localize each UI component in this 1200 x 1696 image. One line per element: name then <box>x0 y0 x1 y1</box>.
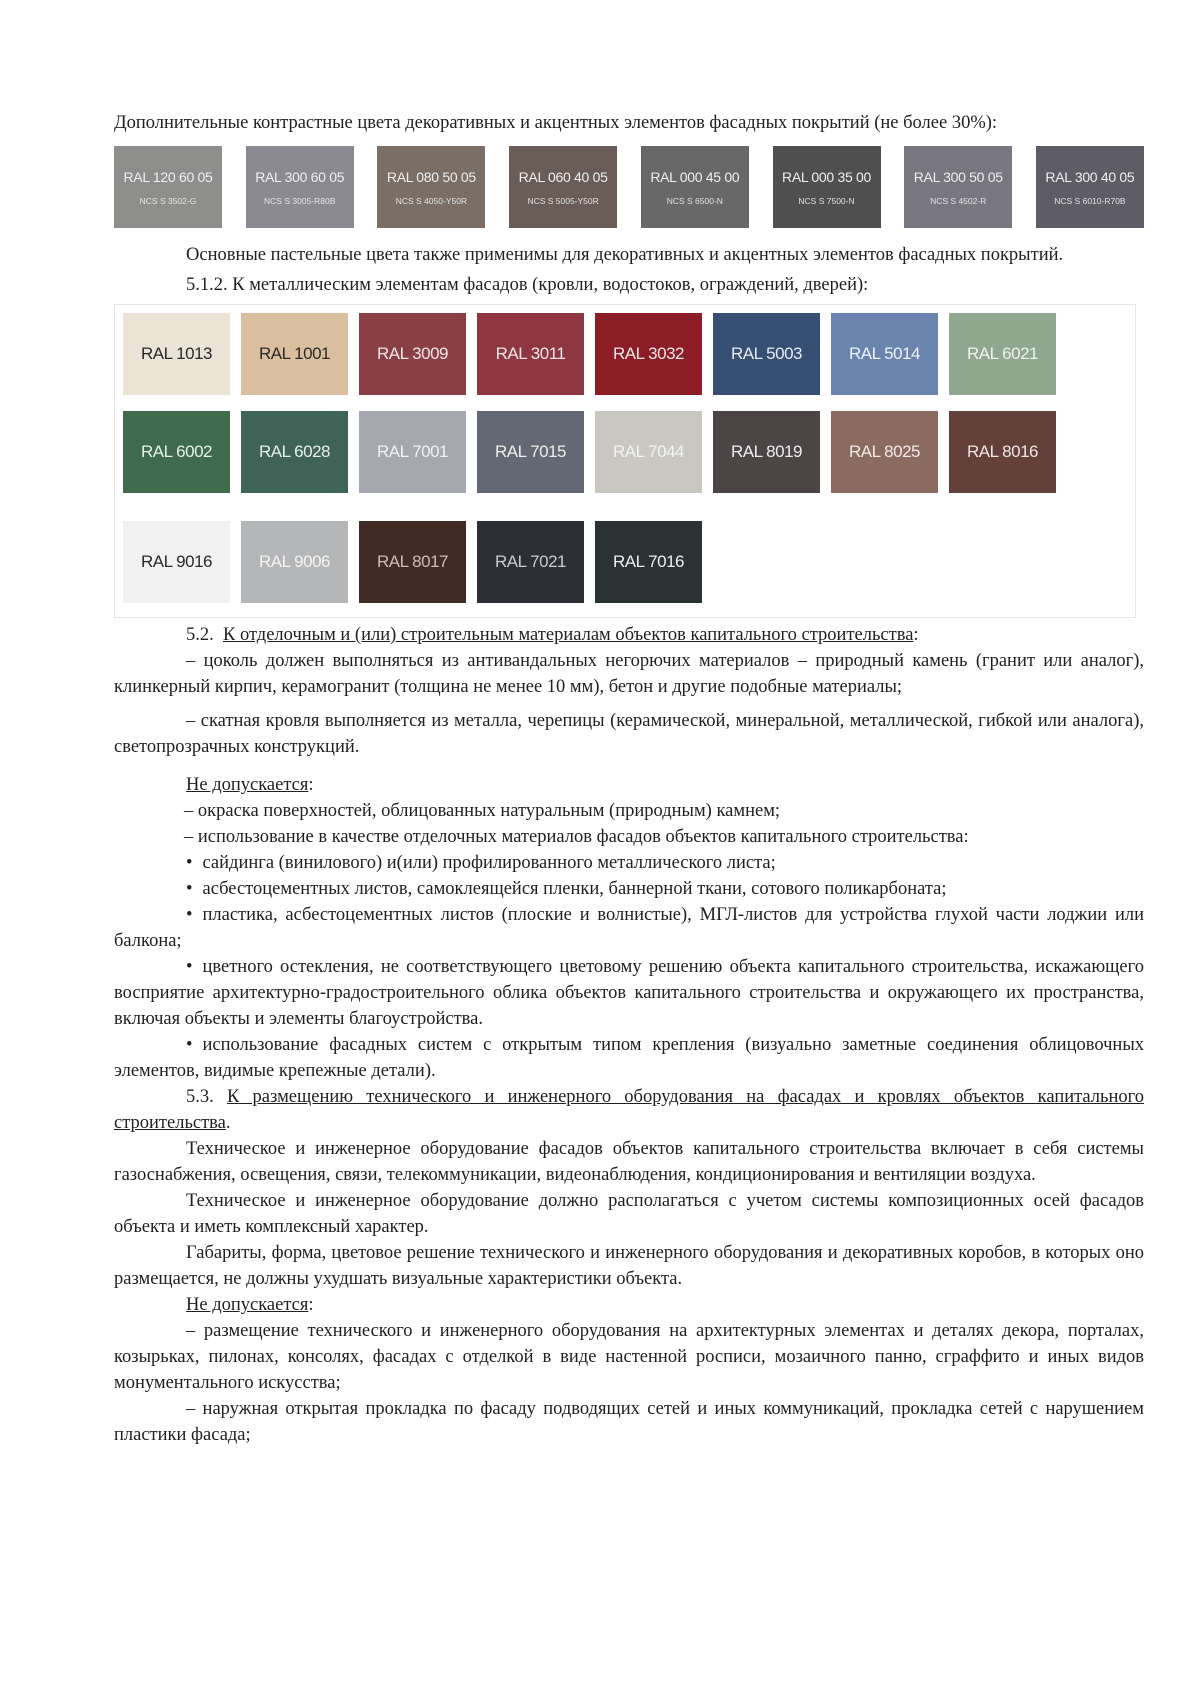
section-title-dot: . <box>225 1113 231 1133</box>
metal-swatch <box>359 411 466 493</box>
accent-swatch <box>904 146 1012 228</box>
metal-swatch-label: RAL 9016 <box>141 552 212 571</box>
metal-swatch-label: RAL 6028 <box>259 442 330 461</box>
not-allowed-item: – наружная открытая прокладка по фасаду подводящих сетей и иных коммуникаций, прокладка сетей с нарушением пластики фасада; <box>114 1399 1144 1445</box>
metal-swatch-label: RAL 7021 <box>495 552 566 571</box>
bullet-text: сайдинга (винилового) и(или) профилированного металлического листа; <box>202 853 776 873</box>
swatch-ral-code: RAL 000 35 00 <box>782 168 872 185</box>
bullet-item <box>114 902 1144 954</box>
metal-swatch-label: RAL 5014 <box>849 344 920 363</box>
accent-swatch <box>509 146 617 228</box>
metal-swatch-label: RAL 7016 <box>613 552 684 571</box>
section-5-2-heading <box>114 622 1144 648</box>
metal-swatch <box>595 521 702 603</box>
metal-heading: 5.1.2. К металлическим элементам фасадов (кровли, водостоков, ограждений, дверей): <box>186 275 869 295</box>
section-5-3-heading <box>114 1084 1144 1136</box>
metal-swatch <box>359 521 466 603</box>
metal-swatch-label: RAL 3009 <box>377 344 448 363</box>
metal-swatch <box>949 411 1056 493</box>
metal-swatch <box>241 411 348 493</box>
metal-swatch <box>831 313 938 395</box>
metal-swatch-label: RAL 6021 <box>967 344 1038 363</box>
metal-swatch <box>123 313 230 395</box>
bullet-item <box>114 850 1144 876</box>
swatch-ral-code: RAL 060 40 05 <box>518 168 608 185</box>
metal-swatch-label: RAL 8016 <box>967 442 1038 461</box>
metal-swatch-label: RAL 7015 <box>495 442 566 461</box>
bullet-text: цветного остекления, не соответствующего цветовому решению объекта капитального строительства, искажающего восприятие архитектурно-градостроительного облика объектов капитального строительства и окружающего их пространства, включая объекты и элементы благоустройства. <box>114 957 1144 1029</box>
swatch-ral-code: RAL 300 50 05 <box>913 168 1003 185</box>
accent-swatch <box>377 146 485 228</box>
swatch-ncs-code: NCS S 3502-G <box>139 195 197 206</box>
equipment-paragraph: Габариты, форма, цветовое решение технического и инженерного оборудования и декоративных коробов, в которых оно размещается, не должны ухудшать визуальные характеристики объекта. <box>114 1243 1144 1289</box>
bullet-item <box>114 1032 1144 1084</box>
not-allowed-heading: Не допускается: <box>186 1295 314 1315</box>
plinth-paragraph: – цоколь должен выполняться из антивандальных негорючих материалов – природный камень (гранит или аналог), клинкерный кирпич, керамогранит (толщина не менее 10 мм), бетон и другие подобные материалы; <box>114 651 1144 697</box>
metal-swatch-label: RAL 9006 <box>259 552 330 571</box>
roof-paragraph: – скатная кровля выполняется из металла, черепицы (керамической, минеральной, металлической, гибкой или аналога), светопрозрачных конструкций. <box>114 711 1144 757</box>
metal-swatch <box>595 313 702 395</box>
metal-swatch-label: RAL 1001 <box>259 344 330 363</box>
metal-swatch <box>123 411 230 493</box>
metal-swatch-label: RAL 8017 <box>377 552 448 571</box>
metal-swatch <box>359 313 466 395</box>
bullet-item <box>114 876 1144 902</box>
accent-swatch <box>641 146 749 228</box>
section-number: 5.2. <box>186 625 214 645</box>
metal-swatch-label: RAL 8019 <box>731 442 802 461</box>
section-title-colon: : <box>913 625 919 645</box>
swatch-ncs-code: NCS S 7500-N <box>798 195 855 206</box>
bullet-text: пластика, асбестоцементных листов (плоские и волнистые), МГЛ-листов для устройства глухой части лоджии или балкона; <box>114 905 1144 951</box>
metal-swatch <box>949 313 1056 395</box>
metal-swatch-label: RAL 3032 <box>613 344 684 363</box>
swatch-ral-code: RAL 300 60 05 <box>255 168 345 185</box>
accent-swatch <box>246 146 354 228</box>
metal-swatch-label: RAL 1013 <box>141 344 212 363</box>
metal-swatch-label: RAL 6002 <box>141 442 212 461</box>
accent-swatch <box>773 146 881 228</box>
not-allowed-label: Не допускается <box>186 775 309 795</box>
metal-swatch-label: RAL 5003 <box>731 344 802 363</box>
metal-swatch <box>595 411 702 493</box>
accent-swatch <box>1036 146 1144 228</box>
metal-swatch <box>241 521 348 603</box>
bullet-item <box>114 954 1144 1032</box>
pastel-note: Основные пастельные цвета также применимы для декоративных и акцентных элементов фасадных покрытий. <box>186 245 1064 265</box>
metal-swatch-label: RAL 8025 <box>849 442 920 461</box>
section-title: К размещению технического и инженерного оборудования на фасадах и кровлях объектов капитального строительства <box>114 1087 1144 1133</box>
swatch-ncs-code: NCS S 5005-Y50R <box>527 195 599 206</box>
swatch-ral-code: RAL 080 50 05 <box>386 168 476 185</box>
metal-swatch-label: RAL 7044 <box>613 442 684 461</box>
swatch-ncs-code: NCS S 6010-R70B <box>1054 195 1126 206</box>
metal-swatch <box>831 411 938 493</box>
metal-swatch-grid <box>114 304 1136 618</box>
accent-swatch-row <box>114 146 1144 228</box>
not-allowed-item: – использование в качестве отделочных материалов фасадов объектов капитального строительства: <box>184 827 969 847</box>
swatch-ncs-code: NCS S 6500-N <box>666 195 723 206</box>
metal-swatch-label: RAL 7001 <box>377 442 448 461</box>
swatch-ral-code: RAL 000 45 00 <box>650 168 740 185</box>
metal-swatch <box>241 313 348 395</box>
swatch-ral-code: RAL 300 40 05 <box>1045 168 1135 185</box>
accent-swatch <box>114 146 222 228</box>
swatch-ncs-code: NCS S 4502-R <box>930 195 987 206</box>
metal-swatch <box>477 521 584 603</box>
not-allowed-item: – окраска поверхностей, облицованных натуральным (природным) камнем; <box>184 801 781 821</box>
bullet-text: использование фасадных систем с открытым типом крепления (визуально заметные соединения облицовочных элементов, видимые крепежные детали). <box>114 1035 1144 1081</box>
metal-swatch <box>713 411 820 493</box>
bullet-text: асбестоцементных листов, самоклеящейся пленки, баннерной ткани, сотового поликарбоната; <box>202 879 947 899</box>
metal-swatch-label: RAL 3011 <box>495 344 566 363</box>
metal-swatch <box>123 521 230 603</box>
metal-swatch <box>477 411 584 493</box>
swatch-ncs-code: NCS S 3005-R80B <box>264 195 336 206</box>
section-number: 5.3. <box>186 1087 214 1107</box>
not-allowed-label: Не допускается <box>186 1295 309 1315</box>
swatch-ral-code: RAL 120 60 05 <box>123 168 213 185</box>
section-title: К отделочным и (или) строительным материалам объектов капитального строительства <box>223 625 914 645</box>
not-allowed-item: – размещение технического и инженерного оборудования на архитектурных элементах и деталях декора, порталах, козырьках, пилонах, консолях, фасадах с отделкой в виде настенной росписи, мозаичного панно, сграффито и иных видов монументального искусства; <box>114 1321 1144 1393</box>
metal-swatch <box>713 313 820 395</box>
equipment-paragraph: Техническое и инженерное оборудование фасадов объектов капитального строительства включает в себя системы газоснабжения, освещения, связи, телекоммуникации, видеонаблюдения, кондиционирования и вентиляции воздуха. <box>114 1139 1144 1185</box>
equipment-paragraph: Техническое и инженерное оборудование должно располагаться с учетом системы композиционных осей фасадов объекта и иметь комплексный характер. <box>114 1191 1144 1237</box>
swatch-ncs-code: NCS S 4050-Y50R <box>395 195 468 206</box>
metal-swatch <box>477 313 584 395</box>
document-page <box>114 110 1144 1448</box>
intro-paragraph: Дополнительные контрастные цвета декоративных и акцентных элементов фасадных покрытий (не более 30%): <box>114 113 998 133</box>
not-allowed-heading: Не допускается: <box>186 775 314 795</box>
